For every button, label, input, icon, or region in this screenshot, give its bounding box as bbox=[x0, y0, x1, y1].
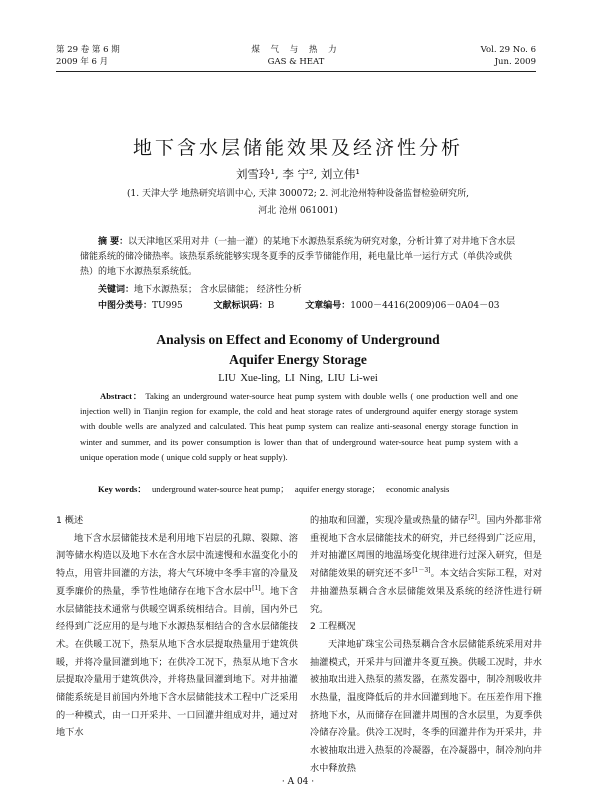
volume-label: 第 29 卷 第 6 期 bbox=[56, 45, 120, 55]
clc-value: TU995 bbox=[152, 301, 183, 311]
citation-ref: [1－3] bbox=[412, 567, 431, 575]
journal-name bbox=[56, 44, 536, 68]
body-column-right bbox=[310, 512, 542, 778]
doc-code-value: B bbox=[267, 301, 275, 311]
abstract-en bbox=[80, 389, 518, 465]
article-title-en bbox=[0, 330, 596, 370]
body-paragraph bbox=[310, 512, 542, 618]
issue-date-en: Jun. 2009 bbox=[494, 57, 536, 67]
paragraph-text: 。地下含水层储能技术通常与供暖空调系统相结合。目前，国内外已经得到广泛应用的是与地下水源热泵相结合的含水层储能技术。在供暖工况下，热泵从地下含水层提取热量用于建筑供暖，并将冷量回灌到地下；在供冷工况下，热泵从地下含水层提取冷量用于建筑供冷，并将热量回灌到地下。对井抽灌储能系统是目前国内外地下含水层储能技术工程中广泛采用的一种模式，由一口开采井、一口回灌井组成对井，通过对地下水 bbox=[56, 585, 299, 739]
paragraph-text: 。本文结合实际工程，对对井抽灌热泵耦合含水层储能效果及系统的经济性进行研究。 bbox=[310, 568, 543, 615]
body-column-left bbox=[56, 512, 298, 742]
clc-label: 中图分类号： bbox=[98, 301, 153, 311]
citation-ref: [2] bbox=[468, 513, 477, 521]
article-number-value: 1000－4416(2009)06－0A04－03 bbox=[350, 301, 500, 311]
running-header bbox=[56, 44, 536, 70]
paragraph-text: 。国内外都非常重视地下含水层储能技术的研究，并已经得到广泛应用，并对抽灌区周围的地温场变化规律进行过深入研究，但是对储能效果的研究还不多 bbox=[310, 515, 542, 580]
affiliation-cn bbox=[88, 186, 508, 220]
keywords-cn-label: 关键词： bbox=[98, 285, 135, 295]
title-en-line-2: Aquifer Energy Storage bbox=[229, 352, 367, 367]
section-heading-2: 2 工程概况 bbox=[310, 621, 356, 633]
affiliation-line-2: 河北 沧州 061001) bbox=[258, 206, 338, 216]
authors-cn: 刘雪玲¹, 李 宁², 刘立伟¹ bbox=[235, 167, 361, 181]
title-en-line-1: Analysis on Effect and Economy of Underground bbox=[156, 332, 440, 347]
keyword-en-item: economic analysis bbox=[386, 484, 450, 494]
keywords-cn-text: 地下水源热泵； 含水层储能； 经济性分析 bbox=[134, 285, 302, 295]
journal-name-cn: 煤 气 与 热 力 bbox=[251, 45, 341, 55]
paragraph-text: 的抽取和回灌，实现冷量或热量的储存 bbox=[310, 515, 469, 526]
citation-ref: [1] bbox=[252, 584, 261, 592]
volume-label-en: Vol. 29 No. 6 bbox=[480, 45, 536, 55]
keyword-en-item: underground water-source heat pump； bbox=[151, 484, 289, 494]
keywords-en-label: Key words： bbox=[98, 484, 146, 494]
article-number-label: 文章编号： bbox=[305, 301, 351, 311]
abstract-cn-text: 以天津地区采用对井（一抽一灌）的某地下水源热泵系统为研究对象，分析计算了对井地下含水层储能系统的储冷储热率。该热泵系统能够实现冬夏季的反季节储能作用，耗电量比单一运行方式（单供冷或供热）的地下水源热泵系统低。 bbox=[80, 237, 516, 277]
keywords-cn bbox=[98, 282, 518, 295]
body-paragraph bbox=[56, 530, 298, 742]
abstract-en-label: Abstract： bbox=[100, 391, 143, 401]
issue-date-cn: 2009 年 6 月 bbox=[56, 57, 109, 67]
classification-line bbox=[98, 298, 536, 311]
section-heading-1: 1 概述 bbox=[56, 515, 84, 526]
keywords-en bbox=[98, 483, 536, 495]
authors-en: LIU Xue-ling, LI Ning, LIU Li-wei bbox=[218, 373, 378, 384]
abstract-cn-label: 摘 要： bbox=[98, 237, 129, 247]
paragraph-text: 地下含水层储能技术是利用地下岩层的孔隙、裂隙、溶洞等储水构造以及地下水在含水层中流速慢和水温变化小的特点，用管井回灌的方法，将大气环境中冬季丰富的冷量及夏季廉价的热量，季节性地储存在地下含水层中 bbox=[56, 532, 298, 597]
keyword-en-item: aquifer energy storage； bbox=[294, 484, 381, 494]
journal-name-en: GAS & HEAT bbox=[267, 57, 325, 67]
doc-code-label: 文献标识码： bbox=[213, 301, 268, 311]
affiliation-line-1: (1. 天津大学 地热研究培训中心, 天津 300072; 2. 河北沧州特种设备监督检验研究所, bbox=[127, 189, 469, 199]
header-divider bbox=[56, 71, 536, 72]
body-paragraph: 天津地矿珠宝公司热泵耦合含水层储能系统采用对井抽灌模式，开采井与回灌井冬夏互换。供暖工况时，井水被抽取出进入热泵的蒸发器，在蒸发器中，制冷剂吸收井水热量，温度降低后的井水回灌到地下。在压差作用下推挤地下水，从而储存在回灌井周围的含水层里，为夏季供冷储存冷量。供冷工况时，冬季的回灌井作为开采井，井水被抽取出进入热泵的冷凝器，在冷凝器中，制冷剂向井水中释放热 bbox=[310, 638, 542, 774]
page-number: · A 04 · bbox=[281, 777, 315, 787]
article-title-cn: 地下含水层储能效果及经济性分析 bbox=[132, 137, 463, 159]
abstract-en-text: Taking an underground water-source heat pump system with double wells ( one production well and one injection well) in Tianjin region for example, the cold and heat storage rates of underground aquifer energy storage system with double wells are analyzed and calculated. This heat pump system can realize anti-seasonal energy storage function in winter and summer, and its power consumption is lower than that of underground water-source heat pump system with a unique operation mode ( unique cold supply or heat supply). bbox=[80, 391, 518, 462]
abstract-cn bbox=[80, 235, 518, 280]
volume-issue-en bbox=[481, 44, 536, 68]
